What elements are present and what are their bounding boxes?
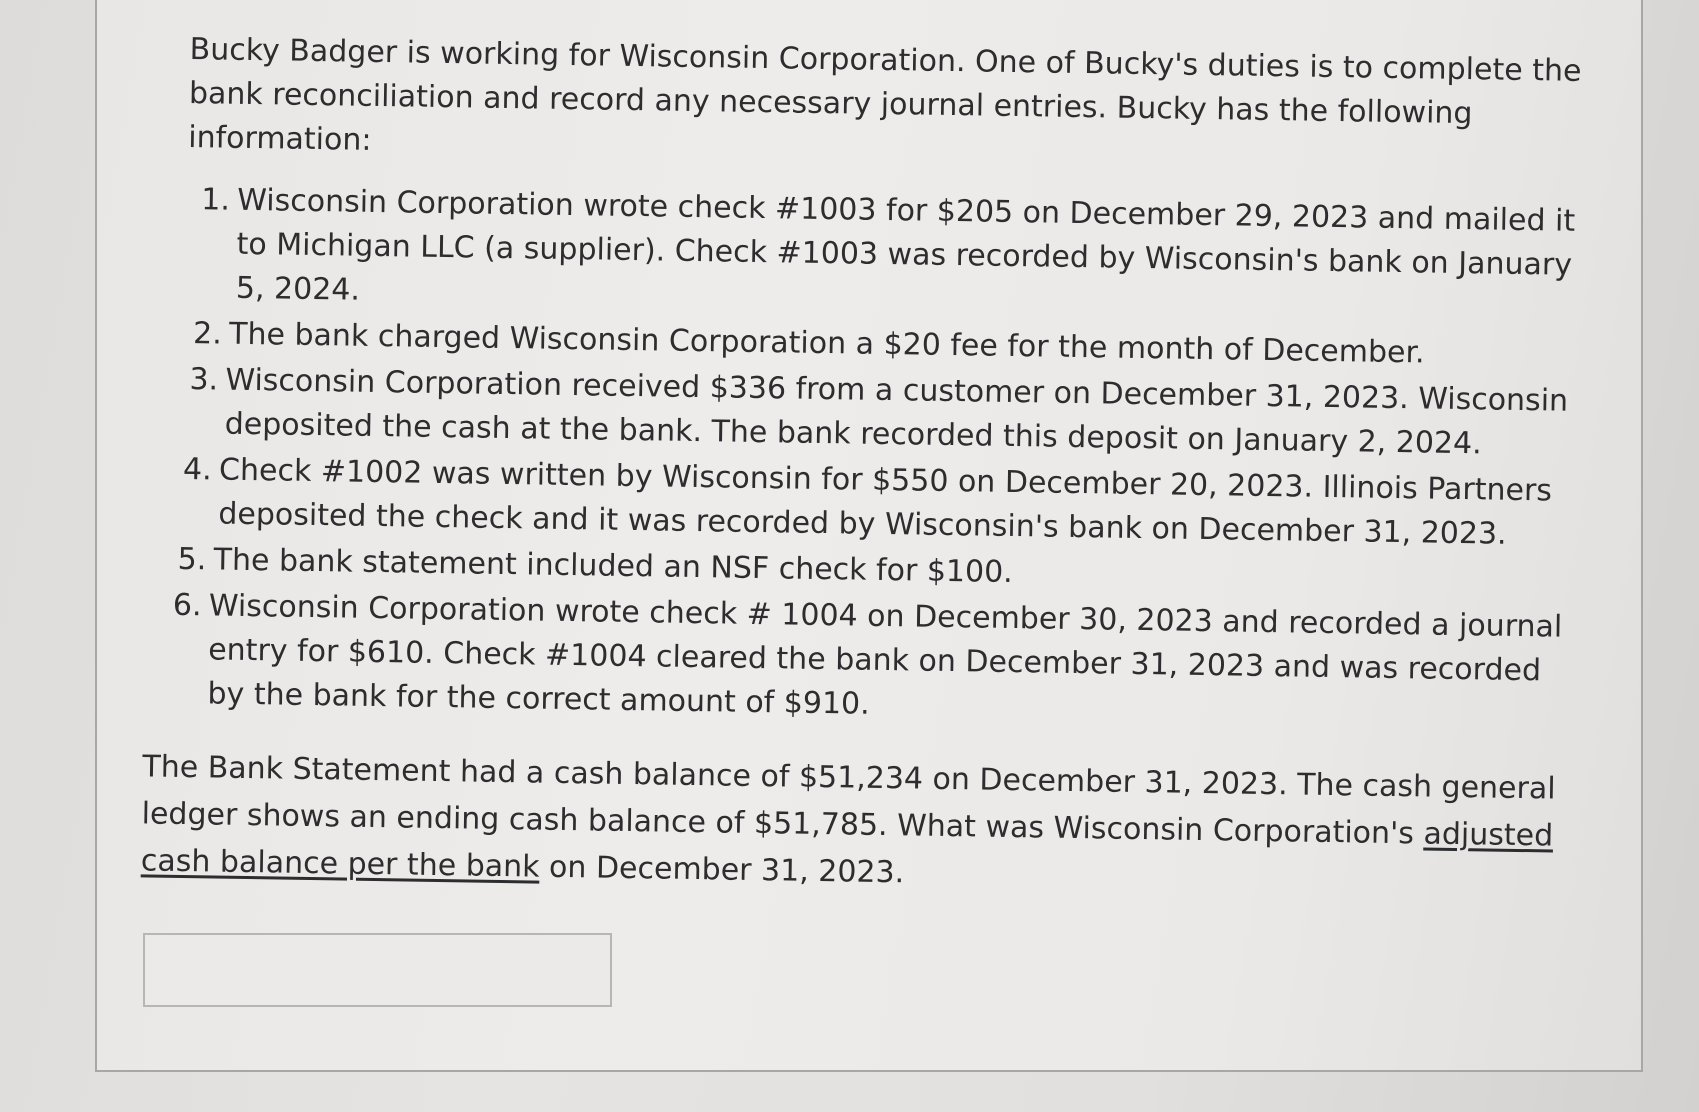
list-item xyxy=(171,584,1581,738)
question-prompt-text: The Bank Statement had a cash balance of $51,234 on December 31, 2023. The cash general ledger shows an ending cash balance of $51,785. What was Wisconsin Corporation's xyxy=(141,749,1556,852)
list-item-number: 3. xyxy=(189,362,219,398)
list-item-text: Wisconsin Corporation wrote check #1003 for $205 on December 29, 2023 and mailed it to Michigan LLC (a supplier). Check #1003 was recorded by Wisconsin's bank on January 5, 2024. xyxy=(235,182,1576,308)
list-item-text: Check #1002 was written by Wisconsin for $550 on December 20, 2023. Illinois Partners deposited the check and it was recorded by Wisconsin's bank on December 31, 2023. xyxy=(218,452,1553,552)
list-item-number: 4. xyxy=(182,451,212,488)
list-item-number: 5. xyxy=(177,541,207,578)
question-intro: Bucky Badger is working for Wisconsin Corporation. One of Bucky's duties is to complete the bank reconciliation and record any necessary journal entries. Bucky has the following information: xyxy=(188,31,1582,158)
list-item-number: 2. xyxy=(192,316,223,352)
list-item-text: Wisconsin Corporation wrote check # 1004 on December 30, 2023 and recorded a journal entry for $610. Check #1004 cleared the bank on December 31, 2023 and was recorded by the bank for the correct amount of $910. xyxy=(207,588,1563,722)
question-prompt-end: on December 31, 2023. xyxy=(539,849,905,891)
information-list xyxy=(172,178,1587,738)
list-item-text: Wisconsin Corporation received $336 from a customer on December 31, 2023. Wisconsin deposited the cash at the bank. The bank recorded this deposit on January 2, 2024. xyxy=(224,362,1569,462)
list-item-number: 1. xyxy=(201,182,231,218)
list-item-text: The bank charged Wisconsin Corporation a $20 fee for the month of December. xyxy=(228,316,1425,371)
question-content xyxy=(140,28,1590,907)
answer-input[interactable] xyxy=(143,933,612,1007)
question-prompt xyxy=(141,743,1579,907)
list-item-text: The bank statement included an NSF check for $100. xyxy=(213,542,1014,590)
question-prompt-emphasis: adjusted cash balance per the bank xyxy=(140,816,1554,885)
list-item xyxy=(200,178,1588,332)
list-item-number: 6. xyxy=(172,587,202,624)
